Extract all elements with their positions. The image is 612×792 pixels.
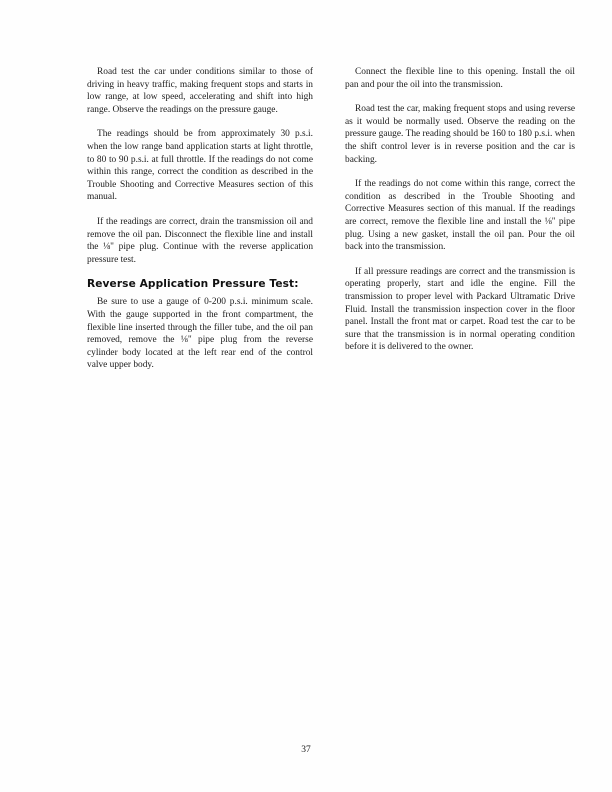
paragraph-connect-line: Connect the flexible line to this opening. Install the oil pan and pour the oil into the transmission. — [345, 67, 575, 90]
paragraph-final-checks: If all pressure readings are correct and the transmission is operating properly, start and idle the engine. Fill the transmission to proper level with Packard Ultramatic Drive Fluid. Install the transmission inspection cover in the floor panel. Install the front mat or carpet. Road test the car to be sure that the transmission is in normal operating condition before it is delivered to the owner. — [345, 266, 575, 353]
paragraph-reverse-readings: If the readings do not come within this range, correct the condition as described in the Trouble Shooting and Corrective Measures section of this manual. If the readings are correct, remove the flexible line and install the ⅛" pipe plug. Using a new gasket, install the oil pan. Pour the oil back into the transmission. — [345, 179, 575, 253]
paragraph-low-range-readings: The readings should be from approximately 30 p.s.i. when the low range band application starts at light throttle, to 80 to 90 p.s.i. at full throttle. If the readings do not come within this range, correct the condition as described in the Trouble Shooting and Corrective Measures section of this manual. — [87, 129, 313, 203]
right-column — [345, 66, 575, 366]
paragraph-gauge-setup: Be sure to use a gauge of 0-200 p.s.i. minimum scale. With the gauge supported in the front compartment, the flexible line inserted through the filler tube, and the oil pan removed, remove the ⅛" pipe plug from the reverse cylinder body located at the left rear end of the control valve upper body. — [87, 297, 313, 371]
paragraph-road-test-low-range: Road test the car under conditions similar to those of driving in heavy traffic, making frequent stops and starts in low range, at low speed, accelerating and shift into high range. Observe the readings on the pressure gauge. — [87, 67, 313, 115]
paragraph-road-test-reverse: Road test the car, making frequent stops and using reverse as it would be normally used. Observe the reading on the pressure gauge. The reading should be 160 to 180 p.s.i. when the shift control lever is in reverse position and the car is backing. — [345, 104, 575, 165]
paragraph-drain-oil: If the readings are correct, drain the transmission oil and remove the oil pan. Disconnect the flexible line and install the ⅛" pipe plug. Continue with the reverse application pressure test. — [87, 216, 313, 265]
left-column — [87, 66, 313, 384]
section-heading-reverse-test: Reverse Application Pressure Test: — [87, 278, 299, 291]
page-number: 37 — [301, 745, 311, 755]
